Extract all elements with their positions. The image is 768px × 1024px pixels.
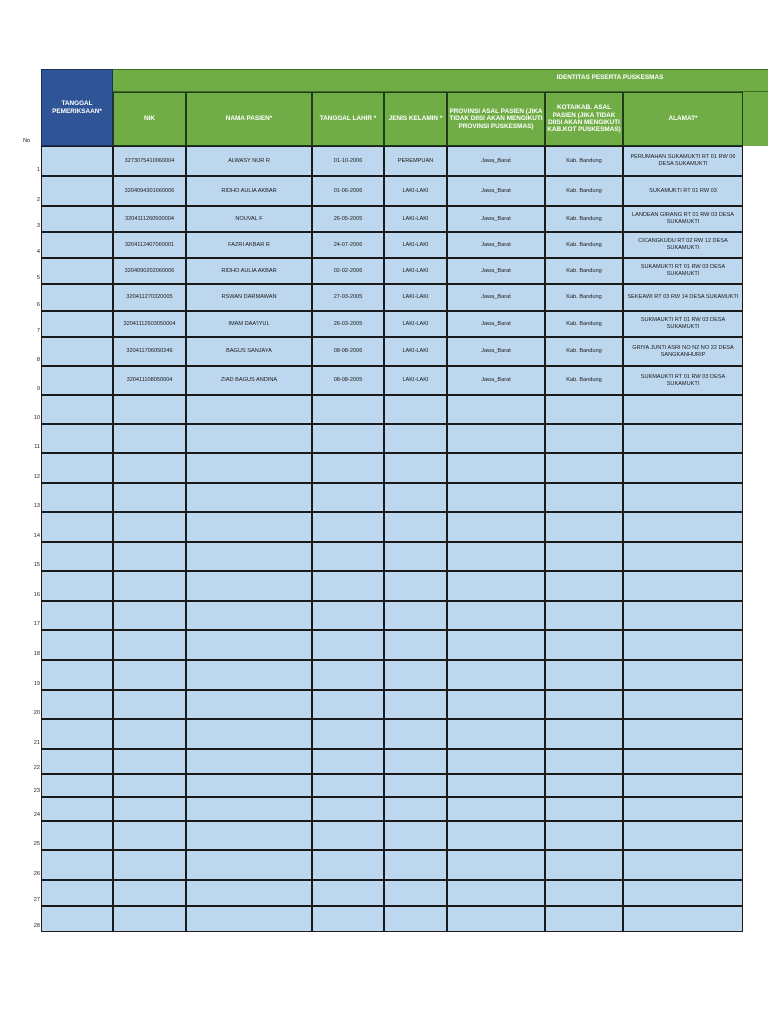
tanggal-lahir-cell[interactable]	[312, 880, 384, 906]
provinsi-cell[interactable]	[447, 906, 545, 932]
nik-cell[interactable]	[113, 749, 186, 774]
tanggal-lahir-cell[interactable]	[312, 630, 384, 660]
row-number: 5	[36, 275, 40, 281]
kota-kab-cell[interactable]	[545, 797, 623, 821]
nama-pasien-cell[interactable]	[186, 601, 312, 630]
alamat-cell[interactable]	[623, 749, 743, 774]
jenis-kelamin-cell[interactable]: LAKI-LAKI	[384, 337, 447, 366]
tanggal-pemeriksaan-cell[interactable]	[41, 690, 113, 719]
tanggal-pemeriksaan-cell[interactable]	[41, 395, 113, 424]
tanggal-lahir-cell[interactable]: 24-07-2006	[312, 232, 384, 258]
tanggal-lahir-cell[interactable]	[312, 542, 384, 571]
row-number: 11	[34, 444, 40, 450]
provinsi-cell[interactable]	[447, 690, 545, 719]
row-number: 2	[36, 197, 40, 203]
row-number: 14	[33, 533, 40, 539]
nik-cell[interactable]	[113, 395, 186, 424]
tanggal-pemeriksaan-cell[interactable]	[41, 284, 113, 311]
nik-header[interactable]: NIK	[113, 92, 186, 146]
row-number: 15	[33, 562, 40, 568]
tanggal-pemeriksaan-cell[interactable]	[41, 660, 113, 690]
kota-kab-cell[interactable]: Kab. Bandung	[545, 146, 623, 176]
kota-kab-header[interactable]: KOTA/KAB. ASAL PASIEN (JIKA TIDAK DIISI AKAN MENGIKUTI KAB.KOT PUSKESMAS)	[545, 92, 623, 146]
nik-cell[interactable]	[113, 601, 186, 630]
nik-cell[interactable]	[113, 821, 186, 850]
tanggal-lahir-cell[interactable]	[312, 690, 384, 719]
tanggal-pemeriksaan-cell[interactable]	[41, 542, 113, 571]
tanggal-lahir-cell[interactable]: 02-02-2006	[312, 258, 384, 284]
nik-cell[interactable]	[113, 512, 186, 542]
nama-pasien-cell[interactable]	[186, 453, 312, 483]
provinsi-cell[interactable]: Jawa_Barat	[447, 176, 545, 206]
tanggal-lahir-header[interactable]: TANGGAL LAHIR *	[312, 92, 384, 146]
kota-kab-cell[interactable]	[545, 630, 623, 660]
kota-kab-cell[interactable]	[545, 601, 623, 630]
jenis-kelamin-cell[interactable]	[384, 601, 447, 630]
alamat-cell[interactable]	[623, 453, 743, 483]
jenis-kelamin-cell[interactable]: LAKI-LAKI	[384, 176, 447, 206]
provinsi-header[interactable]: PROVINSI ASAL PASIEN (JIKA TIDAK DIISI AKAN MENGIKUTI PROVINSI PUSKESMAS)	[447, 92, 545, 146]
kota-kab-cell[interactable]	[545, 906, 623, 932]
tanggal-lahir-cell[interactable]	[312, 512, 384, 542]
row-number: 17	[33, 621, 40, 627]
tanggal-lahir-cell[interactable]	[312, 571, 384, 601]
provinsi-cell[interactable]: Jawa_Barat	[447, 337, 545, 366]
tanggal-pemeriksaan-cell[interactable]	[41, 880, 113, 906]
kota-kab-cell[interactable]	[545, 453, 623, 483]
nama-pasien-cell[interactable]	[186, 774, 312, 797]
provinsi-cell[interactable]: Jawa_Barat	[447, 284, 545, 311]
jenis-kelamin-cell[interactable]: LAKI-LAKI	[384, 366, 447, 395]
tanggal-lahir-cell[interactable]	[312, 719, 384, 749]
nama-pasien-cell[interactable]: RIDHO AULIA AKBAR	[186, 258, 312, 284]
nama-pasien-cell[interactable]	[186, 880, 312, 906]
jenis-kelamin-cell[interactable]	[384, 424, 447, 453]
kota-kab-cell[interactable]	[545, 424, 623, 453]
jenis-kelamin-cell[interactable]: LAKI-LAKI	[384, 258, 447, 284]
jenis-kelamin-cell[interactable]	[384, 660, 447, 690]
row-number: 12	[33, 474, 40, 480]
nik-cell[interactable]	[113, 906, 186, 932]
nama-pasien-cell[interactable]	[186, 483, 312, 512]
jenis-kelamin-cell[interactable]	[384, 797, 447, 821]
jenis-kelamin-cell[interactable]	[384, 880, 447, 906]
jenis-kelamin-cell[interactable]: PEREMPUAN	[384, 146, 447, 176]
tanggal-pemeriksaan-cell[interactable]	[41, 453, 113, 483]
alamat-cell[interactable]	[623, 850, 743, 880]
tanggal-pemeriksaan-cell[interactable]	[41, 512, 113, 542]
provinsi-cell[interactable]	[447, 512, 545, 542]
alamat-cell[interactable]	[623, 483, 743, 512]
tanggal-lahir-cell[interactable]	[312, 395, 384, 424]
jenis-kelamin-cell[interactable]	[384, 850, 447, 880]
alamat-cell[interactable]: GRIYA JUNTI ASRI NO N2 NO 22 DESA SANGKANHURIP	[623, 337, 743, 366]
provinsi-cell[interactable]: Jawa_Barat	[447, 146, 545, 176]
provinsi-cell[interactable]: Jawa_Barat	[447, 258, 545, 284]
nama-pasien-cell[interactable]	[186, 690, 312, 719]
row-number: 26	[33, 871, 40, 877]
kota-kab-cell[interactable]	[545, 571, 623, 601]
jenis-kelamin-cell[interactable]: LAKI-LAKI	[384, 284, 447, 311]
row-number: 9	[36, 386, 40, 392]
tanggal-pemeriksaan-cell[interactable]	[41, 630, 113, 660]
jenis-kelamin-cell[interactable]	[384, 542, 447, 571]
tanggal-lahir-cell[interactable]	[312, 797, 384, 821]
nik-cell[interactable]: 3204094301660006	[113, 176, 186, 206]
kota-kab-cell[interactable]	[545, 483, 623, 512]
tanggal-lahir-cell[interactable]	[312, 821, 384, 850]
alamat-cell[interactable]: SUKMAUKTI RT 01 RW 03 DESA SUKAMUKTI	[623, 366, 743, 395]
kota-kab-cell[interactable]	[545, 660, 623, 690]
tanggal-lahir-cell[interactable]	[312, 453, 384, 483]
nama-pasien-cell[interactable]: ZIAD BAGUS ANDINA	[186, 366, 312, 395]
nik-cell[interactable]	[113, 690, 186, 719]
row-number: 27	[33, 897, 40, 903]
jenis-kelamin-cell[interactable]	[384, 630, 447, 660]
jenis-kelamin-cell[interactable]	[384, 453, 447, 483]
kota-kab-cell[interactable]	[545, 850, 623, 880]
alamat-cell[interactable]	[623, 424, 743, 453]
row-number: 8	[36, 357, 40, 363]
tanggal-pemeriksaan-cell[interactable]	[41, 232, 113, 258]
jenis-kelamin-cell[interactable]	[384, 512, 447, 542]
nik-cell[interactable]: 320411108050004	[113, 366, 186, 395]
provinsi-cell[interactable]	[447, 571, 545, 601]
alamat-cell[interactable]	[623, 690, 743, 719]
jenis-kelamin-cell[interactable]	[384, 395, 447, 424]
nama-pasien-cell[interactable]: BAGUS SANJAYA	[186, 337, 312, 366]
tanggal-pemeriksaan-cell[interactable]	[41, 337, 113, 366]
kota-kab-cell[interactable]	[545, 395, 623, 424]
alamat-cell[interactable]	[623, 821, 743, 850]
jenis-kelamin-header[interactable]: JENIS KELAMIN *	[384, 92, 447, 146]
jenis-kelamin-cell[interactable]	[384, 906, 447, 932]
kota-kab-cell[interactable]: Kab. Bandung	[545, 366, 623, 395]
tanggal-lahir-cell[interactable]	[312, 850, 384, 880]
provinsi-cell[interactable]	[447, 821, 545, 850]
nama-pasien-cell[interactable]	[186, 571, 312, 601]
alamat-cell[interactable]	[623, 906, 743, 932]
row-number: 10	[33, 415, 40, 421]
nama-pasien-cell[interactable]	[186, 395, 312, 424]
kota-kab-cell[interactable]: Kab. Bandung	[545, 284, 623, 311]
alamat-cell[interactable]	[623, 512, 743, 542]
provinsi-cell[interactable]	[447, 424, 545, 453]
tanggal-lahir-cell[interactable]	[312, 660, 384, 690]
provinsi-cell[interactable]: Jawa_Barat	[447, 232, 545, 258]
alamat-cell[interactable]	[623, 880, 743, 906]
row-number: 13	[33, 503, 40, 509]
row-number: 25	[33, 841, 40, 847]
jenis-kelamin-cell[interactable]: LAKI-LAKI	[384, 232, 447, 258]
provinsi-cell[interactable]: Jawa_Barat	[447, 206, 545, 232]
alamat-cell[interactable]: LANDEAN GIRANG RT 01 RW 03 DESA SUKAMUKTI	[623, 206, 743, 232]
jenis-kelamin-cell[interactable]: LAKI-LAKI	[384, 206, 447, 232]
nama-pasien-cell[interactable]: NOUVAL F	[186, 206, 312, 232]
row-number: 16	[33, 592, 40, 598]
no-column-label: No	[23, 138, 31, 144]
kota-kab-cell[interactable]	[545, 690, 623, 719]
jenis-kelamin-cell[interactable]	[384, 774, 447, 797]
nama-pasien-cell[interactable]: RIDHO AULIA AKBAR	[186, 176, 312, 206]
nik-cell[interactable]	[113, 630, 186, 660]
nama-pasien-cell[interactable]: RSWAN DARMAWAN	[186, 284, 312, 311]
alamat-cell[interactable]: SUKMAUKTI RT 01 RW 03 DESA SUKAMUKTI	[623, 311, 743, 337]
row-number: 23	[33, 788, 40, 794]
nama-pasien-cell[interactable]	[186, 797, 312, 821]
tanggal-pemeriksaan-cell[interactable]	[41, 571, 113, 601]
tanggal-pemeriksaan-cell[interactable]	[41, 797, 113, 821]
provinsi-cell[interactable]: Jawa_Barat	[447, 366, 545, 395]
kota-kab-cell[interactable]: Kab. Bandung	[545, 176, 623, 206]
tanggal-pemeriksaan-cell[interactable]	[41, 749, 113, 774]
alamat-cell[interactable]: SEKEAWI RT 03 RW 14 DESA SUKAMUKTI	[623, 284, 743, 311]
tanggal-pemeriksaan-cell[interactable]	[41, 146, 113, 176]
tanggal-lahir-cell[interactable]: 27-03-2005	[312, 284, 384, 311]
provinsi-cell[interactable]	[447, 880, 545, 906]
alamat-cell[interactable]	[623, 774, 743, 797]
nama-pasien-cell[interactable]	[186, 630, 312, 660]
alamat-cell[interactable]	[623, 630, 743, 660]
jenis-kelamin-cell[interactable]	[384, 821, 447, 850]
kota-kab-cell[interactable]: Kab. Bandung	[545, 206, 623, 232]
provinsi-cell[interactable]	[447, 453, 545, 483]
row-number: 18	[33, 651, 40, 657]
provinsi-cell[interactable]	[447, 483, 545, 512]
tanggal-lahir-cell[interactable]: 01-10-2006	[312, 146, 384, 176]
nik-cell[interactable]	[113, 424, 186, 453]
tanggal-lahir-cell[interactable]	[312, 601, 384, 630]
nama-pasien-cell[interactable]	[186, 850, 312, 880]
kota-kab-cell[interactable]	[545, 821, 623, 850]
nik-cell[interactable]: 3273075410060004	[113, 146, 186, 176]
tanggal-lahir-cell[interactable]: 01-06-2006	[312, 176, 384, 206]
row-number: 24	[33, 812, 40, 818]
tanggal-pemeriksaan-header[interactable]: TANGGAL PEMERIKSAAN*	[41, 69, 113, 146]
kota-kab-cell[interactable]	[545, 774, 623, 797]
alamat-cell[interactable]	[623, 601, 743, 630]
provinsi-cell[interactable]	[447, 797, 545, 821]
tanggal-lahir-cell[interactable]	[312, 483, 384, 512]
jenis-kelamin-cell[interactable]: LAKI-LAKI	[384, 311, 447, 337]
tanggal-pemeriksaan-cell[interactable]	[41, 258, 113, 284]
alamat-cell[interactable]	[623, 797, 743, 821]
provinsi-cell[interactable]	[447, 660, 545, 690]
kota-kab-cell[interactable]: Kab. Bandung	[545, 258, 623, 284]
row-number: 4	[36, 249, 40, 255]
alamat-cell[interactable]: SUKAMUKTI RT 01 RW 03	[623, 176, 743, 206]
nama-pasien-cell[interactable]: ALWASY NUR R	[186, 146, 312, 176]
tanggal-pemeriksaan-cell[interactable]	[41, 719, 113, 749]
nik-cell[interactable]: 3204111260500004	[113, 206, 186, 232]
kota-kab-cell[interactable]	[545, 719, 623, 749]
kota-kab-cell[interactable]: Kab. Bandung	[545, 232, 623, 258]
provinsi-cell[interactable]: Jawa_Barat	[447, 311, 545, 337]
nama-pasien-cell[interactable]	[186, 424, 312, 453]
alamat-cell[interactable]	[623, 719, 743, 749]
nama-pasien-header[interactable]: NAMA PASIEN*	[186, 92, 312, 146]
nama-pasien-cell[interactable]	[186, 749, 312, 774]
row-number: 3	[36, 223, 40, 229]
nik-cell[interactable]: 3204112407060001	[113, 232, 186, 258]
kota-kab-cell[interactable]	[545, 880, 623, 906]
row-number: 6	[36, 302, 40, 308]
alamat-cell[interactable]: CICANGKUDU RT 02 RW 12 DESA SUKAMUKTI	[623, 232, 743, 258]
kota-kab-cell[interactable]: Kab. Bandung	[545, 311, 623, 337]
row-number: 20	[33, 710, 40, 716]
kota-kab-cell[interactable]: Kab. Bandung	[545, 337, 623, 366]
tanggal-pemeriksaan-cell[interactable]	[41, 366, 113, 395]
kota-kab-cell[interactable]	[545, 542, 623, 571]
alamat-cell[interactable]: PERUMAHAN SUKAMUKTI RT 01 RW 06 DESA SUKAMUKTI	[623, 146, 743, 176]
nama-pasien-cell[interactable]: IMAM DAA'IYUL	[186, 311, 312, 337]
nama-pasien-cell[interactable]	[186, 719, 312, 749]
tanggal-pemeriksaan-cell[interactable]	[41, 850, 113, 880]
provinsi-cell[interactable]	[447, 601, 545, 630]
tanggal-pemeriksaan-cell[interactable]	[41, 821, 113, 850]
row-number: 28	[33, 923, 40, 929]
tanggal-pemeriksaan-cell[interactable]	[41, 601, 113, 630]
tanggal-pemeriksaan-cell[interactable]	[41, 774, 113, 797]
nik-cell[interactable]: 3204090202060006	[113, 258, 186, 284]
tanggal-pemeriksaan-cell[interactable]	[41, 424, 113, 453]
alamat-cell[interactable]	[623, 542, 743, 571]
tanggal-pemeriksaan-cell[interactable]	[41, 176, 113, 206]
tanggal-lahir-cell[interactable]	[312, 424, 384, 453]
alamat-cell[interactable]: SUKAMUKTI RT 01 RW 03 DESA SUKAMUKTI	[623, 258, 743, 284]
tanggal-pemeriksaan-cell[interactable]	[41, 206, 113, 232]
tanggal-lahir-cell[interactable]: 08-08-2005	[312, 366, 384, 395]
tanggal-lahir-cell[interactable]: 26-05-2005	[312, 206, 384, 232]
jenis-kelamin-cell[interactable]	[384, 690, 447, 719]
tanggal-pemeriksaan-cell[interactable]	[41, 483, 113, 512]
nama-pasien-cell[interactable]	[186, 906, 312, 932]
tanggal-lahir-cell[interactable]: 26-03-2005	[312, 311, 384, 337]
alamat-cell[interactable]	[623, 395, 743, 424]
nama-pasien-cell[interactable]: FAZRI AKBAR R	[186, 232, 312, 258]
nama-pasien-cell[interactable]	[186, 660, 312, 690]
provinsi-cell[interactable]	[447, 719, 545, 749]
nik-cell[interactable]: 320411270320005	[113, 284, 186, 311]
tanggal-lahir-cell[interactable]	[312, 774, 384, 797]
nik-cell[interactable]	[113, 542, 186, 571]
identitas-group-title: IDENTITAS PESERTA PUSKESMAS	[556, 74, 664, 81]
nik-cell[interactable]: 32041112603050004	[113, 311, 186, 337]
nik-cell[interactable]	[113, 774, 186, 797]
row-number: 7	[36, 328, 40, 334]
nik-cell[interactable]	[113, 453, 186, 483]
jenis-kelamin-cell[interactable]	[384, 719, 447, 749]
alamat-header[interactable]: ALAMAT*	[623, 92, 743, 146]
jenis-kelamin-cell[interactable]	[384, 571, 447, 601]
nik-cell[interactable]	[113, 660, 186, 690]
row-number: 19	[33, 681, 40, 687]
nama-pasien-cell[interactable]	[186, 542, 312, 571]
kota-kab-cell[interactable]	[545, 749, 623, 774]
provinsi-cell[interactable]	[447, 395, 545, 424]
provinsi-cell[interactable]	[447, 850, 545, 880]
nik-cell[interactable]	[113, 483, 186, 512]
row-number: 21	[33, 740, 40, 746]
provinsi-cell[interactable]	[447, 542, 545, 571]
row-number: 22	[33, 765, 40, 771]
jenis-kelamin-cell[interactable]	[384, 483, 447, 512]
nik-cell[interactable]	[113, 850, 186, 880]
tanggal-pemeriksaan-cell[interactable]	[41, 311, 113, 337]
provinsi-cell[interactable]	[447, 630, 545, 660]
nama-pasien-cell[interactable]	[186, 512, 312, 542]
nik-cell[interactable]	[113, 880, 186, 906]
nama-pasien-cell[interactable]	[186, 821, 312, 850]
nik-cell[interactable]	[113, 719, 186, 749]
nik-cell[interactable]	[113, 571, 186, 601]
alamat-cell[interactable]	[623, 660, 743, 690]
tanggal-lahir-cell[interactable]	[312, 906, 384, 932]
nik-cell[interactable]: 320411706050246	[113, 337, 186, 366]
tanggal-pemeriksaan-cell[interactable]	[41, 906, 113, 932]
tanggal-lahir-cell[interactable]	[312, 749, 384, 774]
tanggal-lahir-cell[interactable]: 08-08-2006	[312, 337, 384, 366]
nik-cell[interactable]	[113, 797, 186, 821]
alamat-cell[interactable]	[623, 571, 743, 601]
row-number: 1	[36, 167, 40, 173]
jenis-kelamin-cell[interactable]	[384, 749, 447, 774]
provinsi-cell[interactable]	[447, 774, 545, 797]
kota-kab-cell[interactable]	[545, 512, 623, 542]
provinsi-cell[interactable]	[447, 749, 545, 774]
